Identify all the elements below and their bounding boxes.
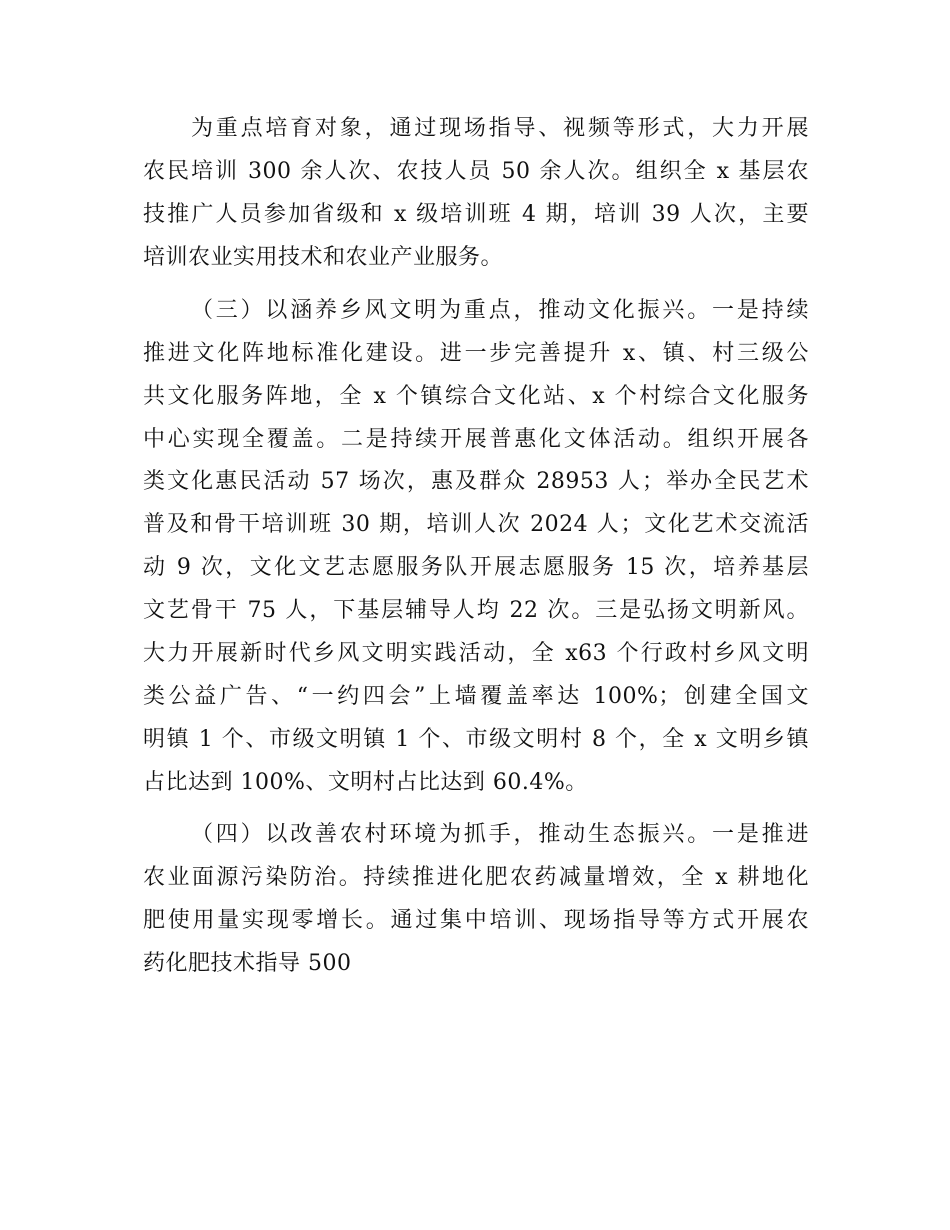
- paragraph-3-line-4: 药化肥技术指导 500: [143, 951, 352, 976]
- paragraph-2-line-12: 占比达到 100%、文明村占比达到 60.4%。: [143, 770, 588, 795]
- paragraph-2-line-3: 共文化服务阵地，全 x 个镇综合文化站、x 个村综合文化服务: [143, 384, 809, 409]
- paragraph-2-line-6: 普及和骨干培训班 30 期，培训人次 2024 人；文化艺术交流活: [143, 512, 809, 537]
- paragraph-2-line-8: 文艺骨干 75 人，下基层辅导人均 22 次。三是弘扬文明新风。: [143, 598, 809, 623]
- paragraph-2-line-9: 大力开展新时代乡风文明实践活动，全 x63 个行政村乡风文明: [143, 641, 809, 666]
- paragraph-2-line-1: （三）以涵养乡风文明为重点，推动文化振兴。一是持续: [191, 298, 809, 323]
- paragraph-1-line-1: 为重点培育对象，通过现场指导、视频等形式，大力开展: [191, 116, 809, 141]
- paragraph-3-line-3: 肥使用量实现零增长。通过集中培训、现场指导等方式开展农: [143, 908, 809, 933]
- paragraph-2-line-2: 推进文化阵地标准化建设。进一步完善提升 x、镇、村三级公: [143, 341, 809, 366]
- paragraph-2-line-5: 类文化惠民活动 57 场次，惠及群众 28953 人；举办全民艺术: [143, 469, 809, 494]
- paragraph-1-line-2: 农民培训 300 余人次、农技人员 50 余人次。组织全 x 基层农: [143, 159, 809, 184]
- paragraph-2-line-11: 明镇 1 个、市级文明镇 1 个、市级文明村 8 个，全 x 文明乡镇: [143, 727, 809, 752]
- paragraph-2-line-4: 中心实现全覆盖。二是持续开展普惠化文体活动。组织开展各: [143, 427, 809, 452]
- paragraph-3-line-1: （四）以改善农村环境为抓手，推动生态振兴。一是推进: [191, 822, 809, 847]
- paragraph-2-line-10: 类公益广告、“一约四会”上墙覆盖率达 100%；创建全国文: [143, 684, 809, 709]
- paragraph-3-line-2: 农业面源污染防治。持续推进化肥农药减量增效，全 x 耕地化: [143, 865, 809, 890]
- paragraph-1-line-4: 培训农业实用技术和农业产业服务。: [143, 245, 504, 270]
- paragraph-1-line-3: 技推广人员参加省级和 x 级培训班 4 期，培训 39 人次，主要: [143, 202, 809, 227]
- paragraph-2-line-7: 动 9 次，文化文艺志愿服务队开展志愿服务 15 次，培养基层: [143, 555, 809, 580]
